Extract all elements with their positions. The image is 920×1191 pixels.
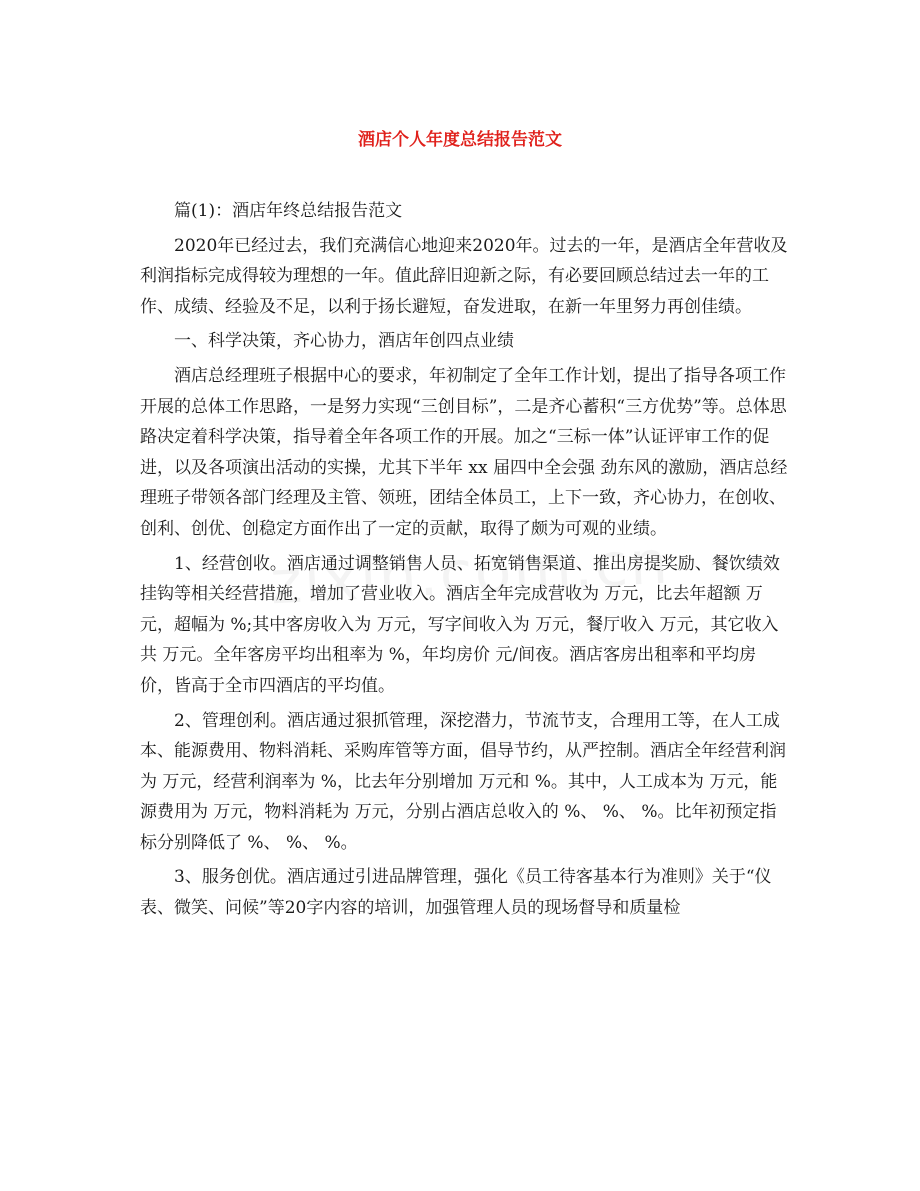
paragraph: 3、服务创优。酒店通过引进品牌管理，强化《员工待客基本行为准则》关于“仪表、微笑、问候”等20字内容的培训，加强管理人员的现场督导和质量检 <box>140 867 772 919</box>
paragraph: 2、管理创利。酒店通过狠抓管理，深挖潜力，节流节支，合理用工等，在人工成本、能源费用、物料消耗、采购库管等方面，倡导节约，从严控制。酒店全年经营利润为 万元，经营利润率为 %，比去年分别增加 万元和 %。其中，人工成本为 万元，能源费用为 万元，物料消耗为 万元，分别占酒店总收入的 %、 %、 %。比年初预定指标分别降低了 %、 %、 %。 <box>140 710 786 853</box>
section-heading: 篇(1)：酒店年终总结报告范文 <box>174 201 403 221</box>
subsection-heading: 一、科学决策，齐心协力，酒店年创四点业绩 <box>174 331 514 352</box>
document-title: 酒店个人年度总结报告范文 <box>358 130 562 150</box>
paragraph: 2020年已经过去，我们充满信心地迎来2020年。过去的一年，是酒店全年营收及利润指标完成得较为理想的一年。值此辞旧迎新之际，有必要回顾总结过去一年的工作、成绩、经验及不足，以利于扬长避短，奋发进取，在新一年里努力再创佳绩。 <box>140 235 788 317</box>
paragraph: 酒店总经理班子根据中心的要求，年初制定了全年工作计划，提出了指导各项工作开展的总体工作思路，一是努力实现“三创目标”，二是齐心蓄积“三方优势”等。总体思路决定着科学决策，指导着全年各项工作的开展。加之“三标一体”认证评审工作的促进，以及各项演出活动的实操，尤其下半年 xx 届四中全会强 劲东风的激励，酒店总经理班子带领各部门经理及主管、领班，团结全体员工，上下一致，齐心协力，在创收、创利、创优、创稳定方面作出了一定的贡献，取得了颇为可观的业绩。 <box>140 365 788 539</box>
document-body <box>140 196 790 928</box>
paragraph: 1、经营创收。酒店通过调整销售人员、拓宽销售渠道、推出房提奖励、餐饮绩效挂钩等相关经营措施，增加了营业收入。酒店全年完成营收为 万元，比去年超额 万元，超幅为 %;其中客房收入为 万元，写字间收入为 万元，餐厅收入 万元，其它收入共 万元。全年客房平均出租率为 %，年均房价 元/间夜。酒店客房出租率和平均房价，皆高于全市四酒店的平均值。 <box>140 553 780 696</box>
